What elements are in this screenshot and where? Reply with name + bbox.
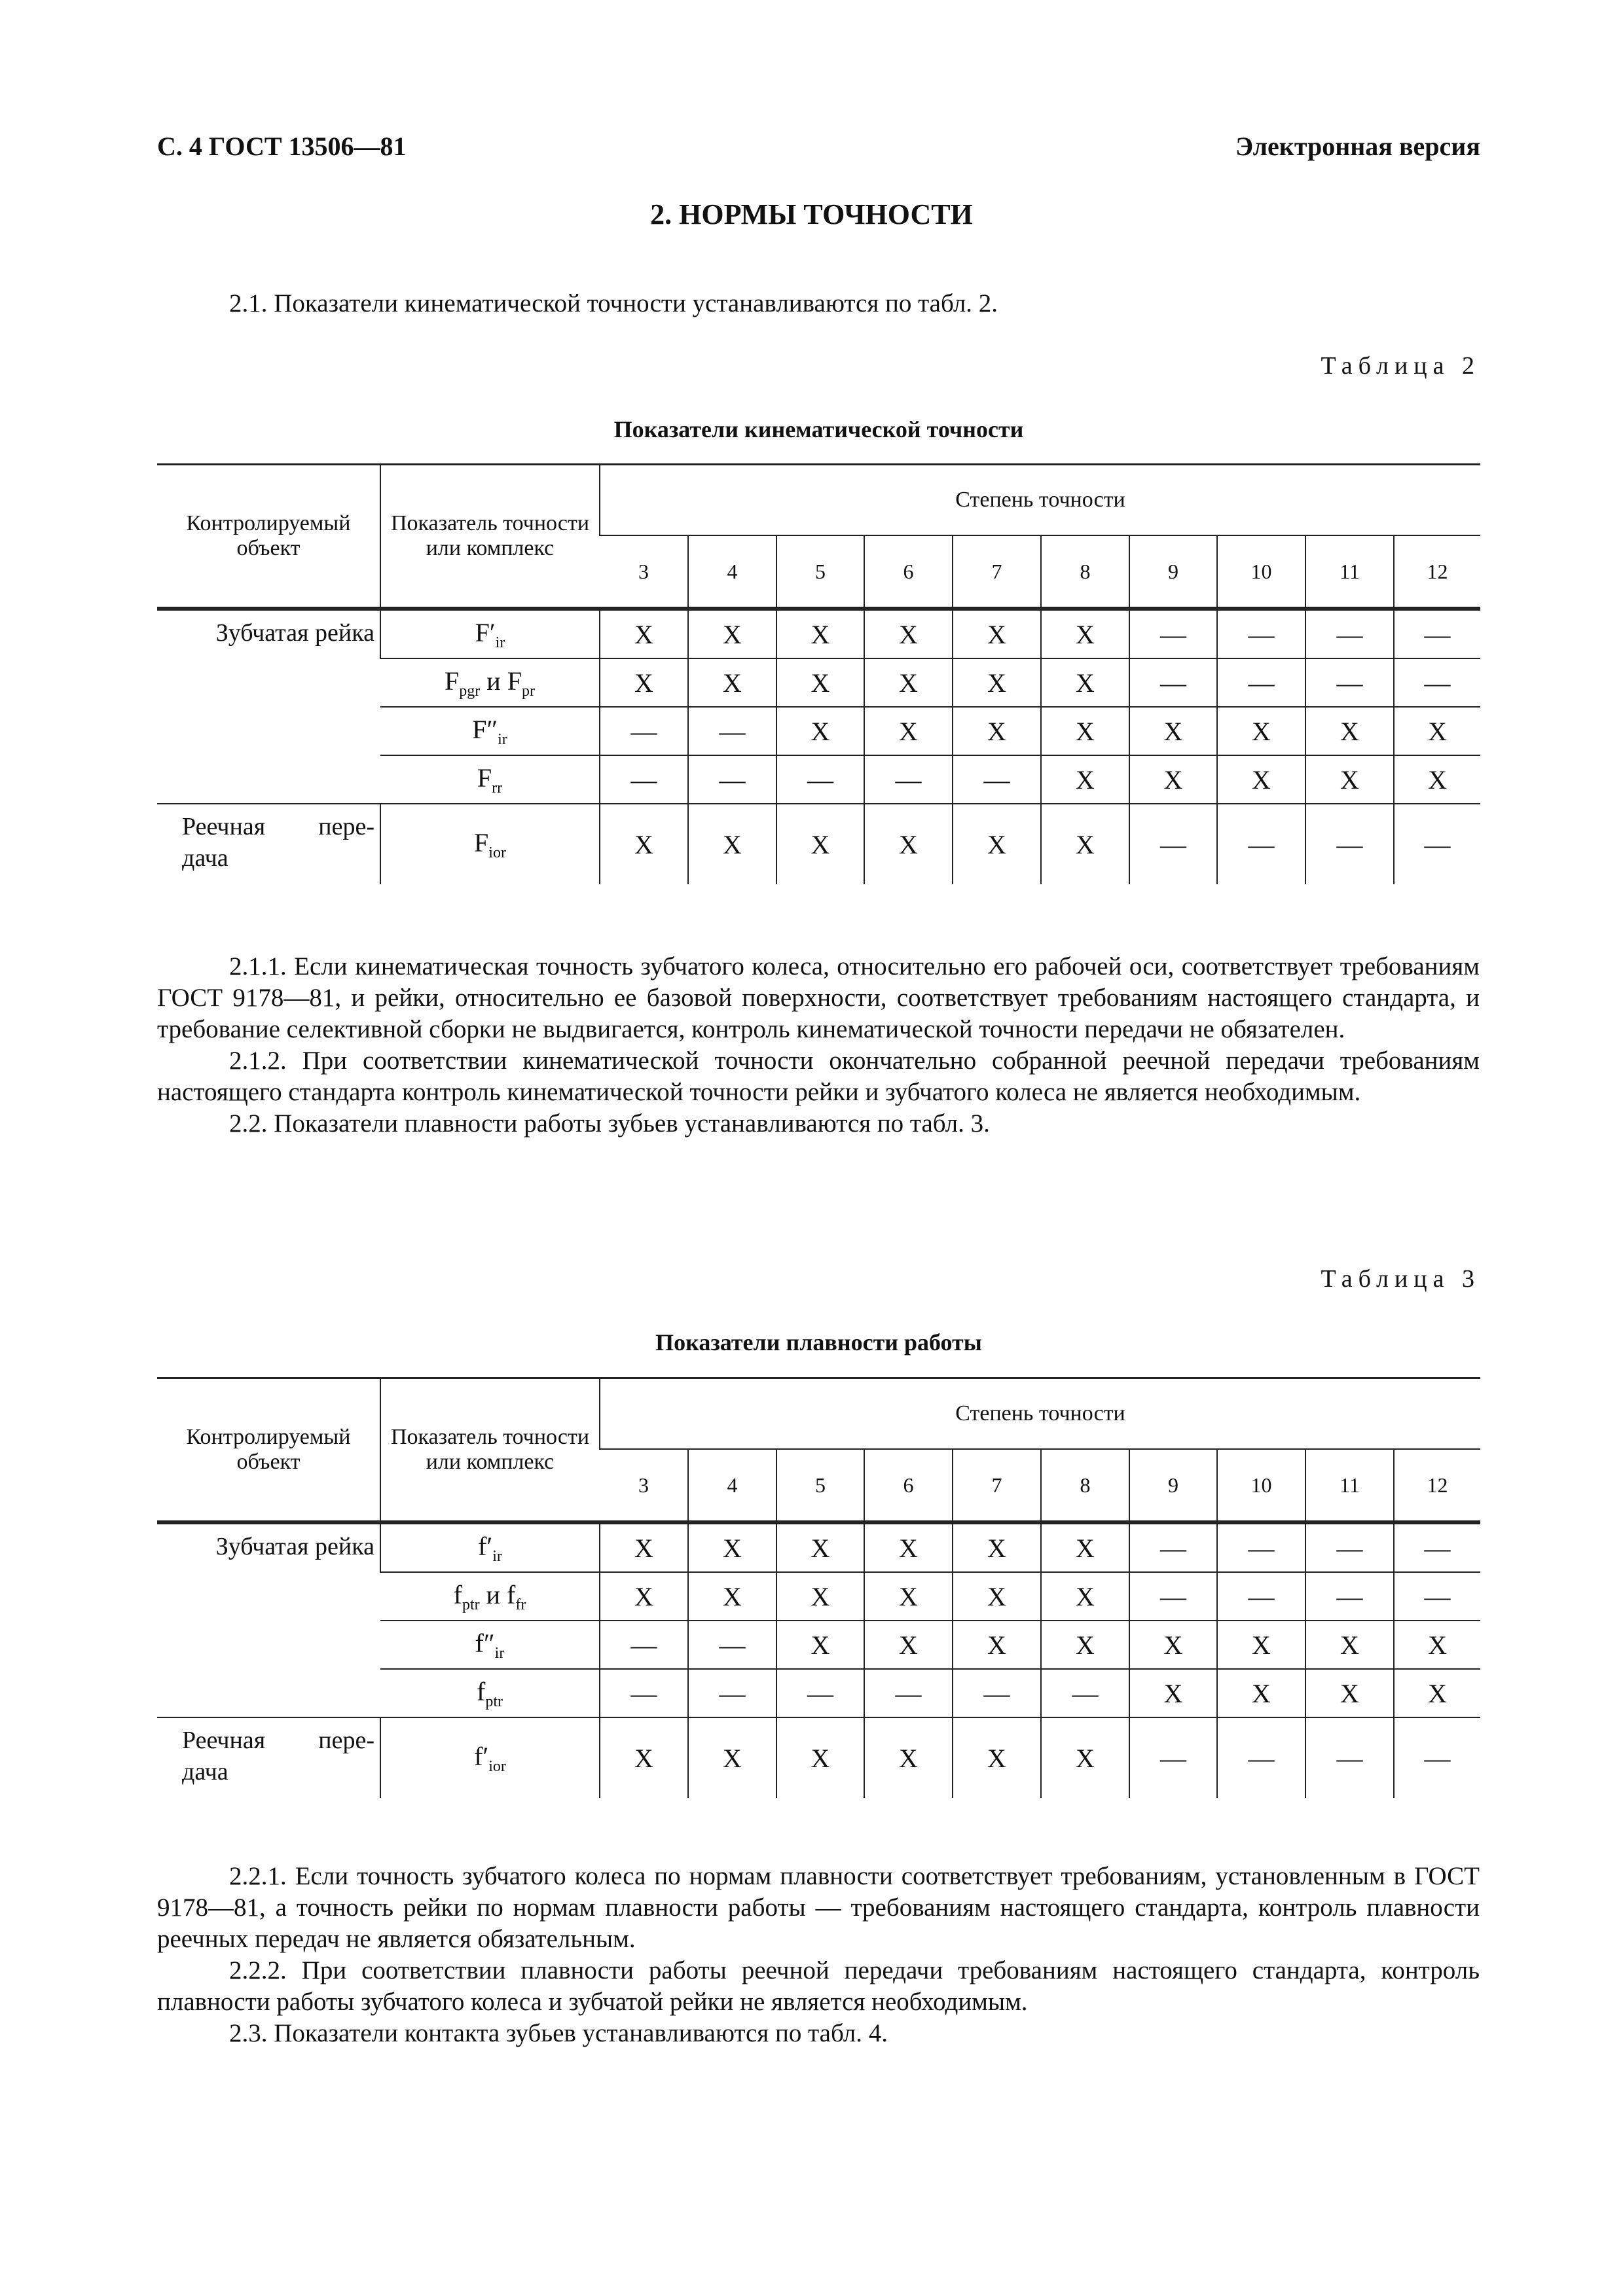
table-3-cell: — xyxy=(1217,1717,1305,1798)
table-3-cell: X xyxy=(953,1717,1041,1798)
table-3-degree: 11 xyxy=(1305,1449,1394,1522)
table-3-cell: — xyxy=(600,1669,688,1717)
table-3-cell: X xyxy=(688,1717,776,1798)
table-2-cell: — xyxy=(1305,804,1394,884)
page-header-right: Электронная версия xyxy=(1235,132,1480,161)
table-3-cell: X xyxy=(776,1621,864,1669)
table-3-label: Таблица 3 xyxy=(1321,1265,1480,1293)
table-2-degree: 8 xyxy=(1041,535,1129,609)
table-2-cell: X xyxy=(953,658,1041,707)
table-3-cell: — xyxy=(1129,1717,1217,1798)
table-3-cell: — xyxy=(953,1669,1041,1717)
table-2-cell: — xyxy=(1394,609,1480,658)
table-2-indicator: $F_{pgr}$ и $F_{pr}$ xyxy=(380,658,600,707)
table-2-cell: X xyxy=(1394,755,1480,804)
table-2-indicator: $F_{ior}$ xyxy=(380,804,600,884)
table-3-cell: X xyxy=(864,1717,953,1798)
table-3-cell: — xyxy=(688,1621,776,1669)
paragraph-2-2-1: 2.2.1. Если точность зубчатого колеса по нормам плавности соответствует требованиям, установленным в ГОСТ 9178—81, а точность рейки по нормам плавности работы — требованиям настоящего стандарта, контроль плавности реечных передач не является обязательным. xyxy=(157,1862,1480,1953)
table-3-cell: X xyxy=(1394,1621,1480,1669)
table-3-cell: X xyxy=(1394,1669,1480,1717)
table-3-indicator: $f'_{ir}$ xyxy=(380,1522,600,1572)
table-3-cell: — xyxy=(1041,1669,1129,1717)
paragraph-2-3: 2.3. Показатели контакта зубьев устанавливаются по табл. 4. xyxy=(229,2019,888,2047)
table-3-cell: X xyxy=(600,1572,688,1621)
table-2-degree: 4 xyxy=(688,535,776,609)
paragraph-2-1: 2.1. Показатели кинематической точности устанавливаются по табл. 2. xyxy=(229,289,998,317)
table-2-cell: X xyxy=(600,804,688,884)
table-3-cell: X xyxy=(1129,1669,1217,1717)
table-2-cell: X xyxy=(600,658,688,707)
table-3-degree: 12 xyxy=(1394,1449,1480,1522)
table-3-degree: 9 xyxy=(1129,1449,1217,1522)
table-3-cell: — xyxy=(1129,1572,1217,1621)
table-3-cell: X xyxy=(776,1717,864,1798)
table-3-cell: X xyxy=(600,1522,688,1572)
table-3-caption: Показатели плавности работы xyxy=(655,1329,982,1355)
table-2-cell: X xyxy=(1129,755,1217,804)
table-2-cell: — xyxy=(953,755,1041,804)
table-3-cell: — xyxy=(864,1669,953,1717)
table-3-degree: 10 xyxy=(1217,1449,1305,1522)
table-2-header-indicator: Показатель точности или комплекс xyxy=(380,465,600,609)
table-3-cell: X xyxy=(600,1717,688,1798)
table-3-object-rack-gear: Реечная пере- дача xyxy=(157,1717,380,1798)
table-2-degree: 12 xyxy=(1394,535,1480,609)
table-2-degree: 6 xyxy=(864,535,953,609)
table-2-cell: X xyxy=(1041,658,1129,707)
table-2-cell: X xyxy=(600,609,688,658)
table-2-label: Таблица 2 xyxy=(1321,352,1480,380)
table-2-cell: X xyxy=(776,609,864,658)
table-2-cell: — xyxy=(1305,658,1394,707)
table-2-cell: X xyxy=(864,804,953,884)
table-2-header-degree: Степень точности xyxy=(600,465,1480,536)
table-3-cell: X xyxy=(1305,1621,1394,1669)
table-2-degree: 3 xyxy=(600,535,688,609)
section-title: 2. НОРМЫ ТОЧНОСТИ xyxy=(650,198,973,230)
table-3-cell: — xyxy=(1217,1522,1305,1572)
table-3-degree: 4 xyxy=(688,1449,776,1522)
table-2-cell: — xyxy=(688,755,776,804)
table-3-cell: X xyxy=(688,1522,776,1572)
table-3-cell: — xyxy=(1394,1522,1480,1572)
paragraph-2-1-1: 2.1.1. Если кинематическая точность зубчатого колеса, относительно его рабочей оси, соответствует требованиям ГОСТ 9178—81, и рейки, относительно ее базовой поверхности, соответствует требованиям настоящего стандарта, и требование селективной сборки не выдвигается, контроль кинематической точности передачи не обязателен. xyxy=(157,952,1480,1043)
table-2-cell: X xyxy=(1217,755,1305,804)
table-2-cell: — xyxy=(776,755,864,804)
paragraphs-2-2-1-to-2-3 xyxy=(157,1861,1480,2049)
table-3-cell: — xyxy=(1305,1572,1394,1621)
table-2-cell: — xyxy=(864,755,953,804)
table-3-degree: 7 xyxy=(953,1449,1041,1522)
table-2-cell: X xyxy=(953,804,1041,884)
table-2-indicator: $F'_{ir}$ xyxy=(380,609,600,658)
table-2-cell: X xyxy=(1394,707,1480,755)
table-3-cell: — xyxy=(1394,1572,1480,1621)
table-2-cell: X xyxy=(1129,707,1217,755)
paragraph-2-2: 2.2. Показатели плавности работы зубьев устанавливаются по табл. 3. xyxy=(229,1109,990,1138)
table-2-cell: X xyxy=(864,707,953,755)
table-3-cell: X xyxy=(1217,1669,1305,1717)
table-3-cell: X xyxy=(1041,1717,1129,1798)
table-2-cell: X xyxy=(1041,804,1129,884)
table-2-cell: X xyxy=(864,609,953,658)
table-2-cell: — xyxy=(1217,609,1305,658)
table-2-cell: — xyxy=(1129,658,1217,707)
table-3-indicator: $f''_{ir}$ xyxy=(380,1621,600,1669)
paragraph-2-1-2: 2.1.2. При соответствии кинематической точности окончательно собранной реечной передачи требованиям настоящего стандарта контроль кинематической точности рейки и зубчатого колеса не является необходимым. xyxy=(157,1047,1480,1106)
table-2-degree: 11 xyxy=(1305,535,1394,609)
table-3-indicator: $f_{ptr}$ xyxy=(380,1669,600,1717)
table-2-cell: — xyxy=(1394,804,1480,884)
table-3-cell: X xyxy=(1041,1621,1129,1669)
table-3-header-indicator: Показатель точности или комплекс xyxy=(380,1378,600,1523)
table-3-cell: X xyxy=(1305,1669,1394,1717)
table-3-cell: — xyxy=(600,1621,688,1669)
table-3-cell: — xyxy=(1305,1717,1394,1798)
table-3-cell: — xyxy=(1305,1522,1394,1572)
table-2-cell: X xyxy=(1305,755,1394,804)
table-3-cell: X xyxy=(776,1572,864,1621)
table-2-cell: X xyxy=(688,609,776,658)
paragraphs-2-1-1-to-2-2 xyxy=(157,951,1480,1139)
table-2-cell: X xyxy=(953,707,1041,755)
table-2-degree: 10 xyxy=(1217,535,1305,609)
table-2-header-object: Контролируемый объект xyxy=(157,465,380,609)
table-2-cell: X xyxy=(1217,707,1305,755)
table-3-degree: 3 xyxy=(600,1449,688,1522)
page-header-left: С. 4 ГОСТ 13506—81 xyxy=(157,132,407,161)
table-2-cell: X xyxy=(864,658,953,707)
table-3-cell: X xyxy=(1041,1522,1129,1572)
table-3-cell: X xyxy=(864,1621,953,1669)
table-3-degree: 8 xyxy=(1041,1449,1129,1522)
table-3 xyxy=(157,1377,1480,1798)
table-3-indicator: $f_{ptr}$ и $f_{fr}$ xyxy=(380,1572,600,1621)
table-2-cell: — xyxy=(1217,804,1305,884)
table-2-cell: X xyxy=(688,804,776,884)
table-3-cell: — xyxy=(1129,1522,1217,1572)
table-2-cell: X xyxy=(1041,609,1129,658)
table-2-cell: X xyxy=(953,609,1041,658)
table-2-object-rack-gear: Реечная пере- дача xyxy=(157,804,380,884)
table-3-object-rack: Зубчатая рейка xyxy=(215,1533,374,1560)
table-2-cell: — xyxy=(1129,804,1217,884)
table-3-cell: X xyxy=(864,1572,953,1621)
table-2-cell: X xyxy=(776,658,864,707)
table-2-cell: X xyxy=(776,804,864,884)
table-2-indicator: $F''_{ir}$ xyxy=(380,707,600,755)
table-2-cell: X xyxy=(1041,707,1129,755)
table-2-cell: — xyxy=(688,707,776,755)
table-3-header-object: Контролируемый объект xyxy=(157,1378,380,1523)
table-3-cell: X xyxy=(1041,1572,1129,1621)
table-2-caption: Показатели кинематической точности xyxy=(613,416,1024,442)
table-2-object-rack: Зубчатая рейка xyxy=(215,619,374,647)
table-2-cell: — xyxy=(1129,609,1217,658)
table-2-cell: X xyxy=(1305,707,1394,755)
table-2-cell: X xyxy=(1041,755,1129,804)
table-2-cell: — xyxy=(1394,658,1480,707)
table-3-cell: X xyxy=(953,1621,1041,1669)
table-3-degree: 6 xyxy=(864,1449,953,1522)
table-2-cell: — xyxy=(1217,658,1305,707)
table-3-cell: X xyxy=(953,1522,1041,1572)
table-2-degree: 9 xyxy=(1129,535,1217,609)
table-2-cell: — xyxy=(600,707,688,755)
table-3-cell: — xyxy=(776,1669,864,1717)
table-3-cell: X xyxy=(953,1572,1041,1621)
table-2-cell: — xyxy=(1305,609,1394,658)
table-3-cell: — xyxy=(1394,1717,1480,1798)
table-2-cell: X xyxy=(776,707,864,755)
table-3-header-degree: Степень точности xyxy=(600,1378,1480,1450)
table-3-cell: — xyxy=(1217,1572,1305,1621)
table-3-cell: X xyxy=(864,1522,953,1572)
table-2-indicator: $F_{rr}$ xyxy=(380,755,600,804)
table-3-cell: X xyxy=(1217,1621,1305,1669)
table-3-cell: X xyxy=(1129,1621,1217,1669)
paragraph-2-2-2: 2.2.2. При соответствии плавности работы реечной передачи требованиям настоящего стандарта, контроль плавности работы зубчатого колеса и зубчатой рейки не является необходимым. xyxy=(157,1956,1480,2016)
table-3-cell: — xyxy=(688,1669,776,1717)
table-3-cell: X xyxy=(688,1572,776,1621)
table-2 xyxy=(157,463,1480,884)
table-2-degree: 7 xyxy=(953,535,1041,609)
table-2-degree: 5 xyxy=(776,535,864,609)
table-3-indicator: $f'_{ior}$ xyxy=(380,1717,600,1798)
table-3-cell: X xyxy=(776,1522,864,1572)
table-2-cell: X xyxy=(688,658,776,707)
table-2-cell: — xyxy=(600,755,688,804)
table-3-degree: 5 xyxy=(776,1449,864,1522)
